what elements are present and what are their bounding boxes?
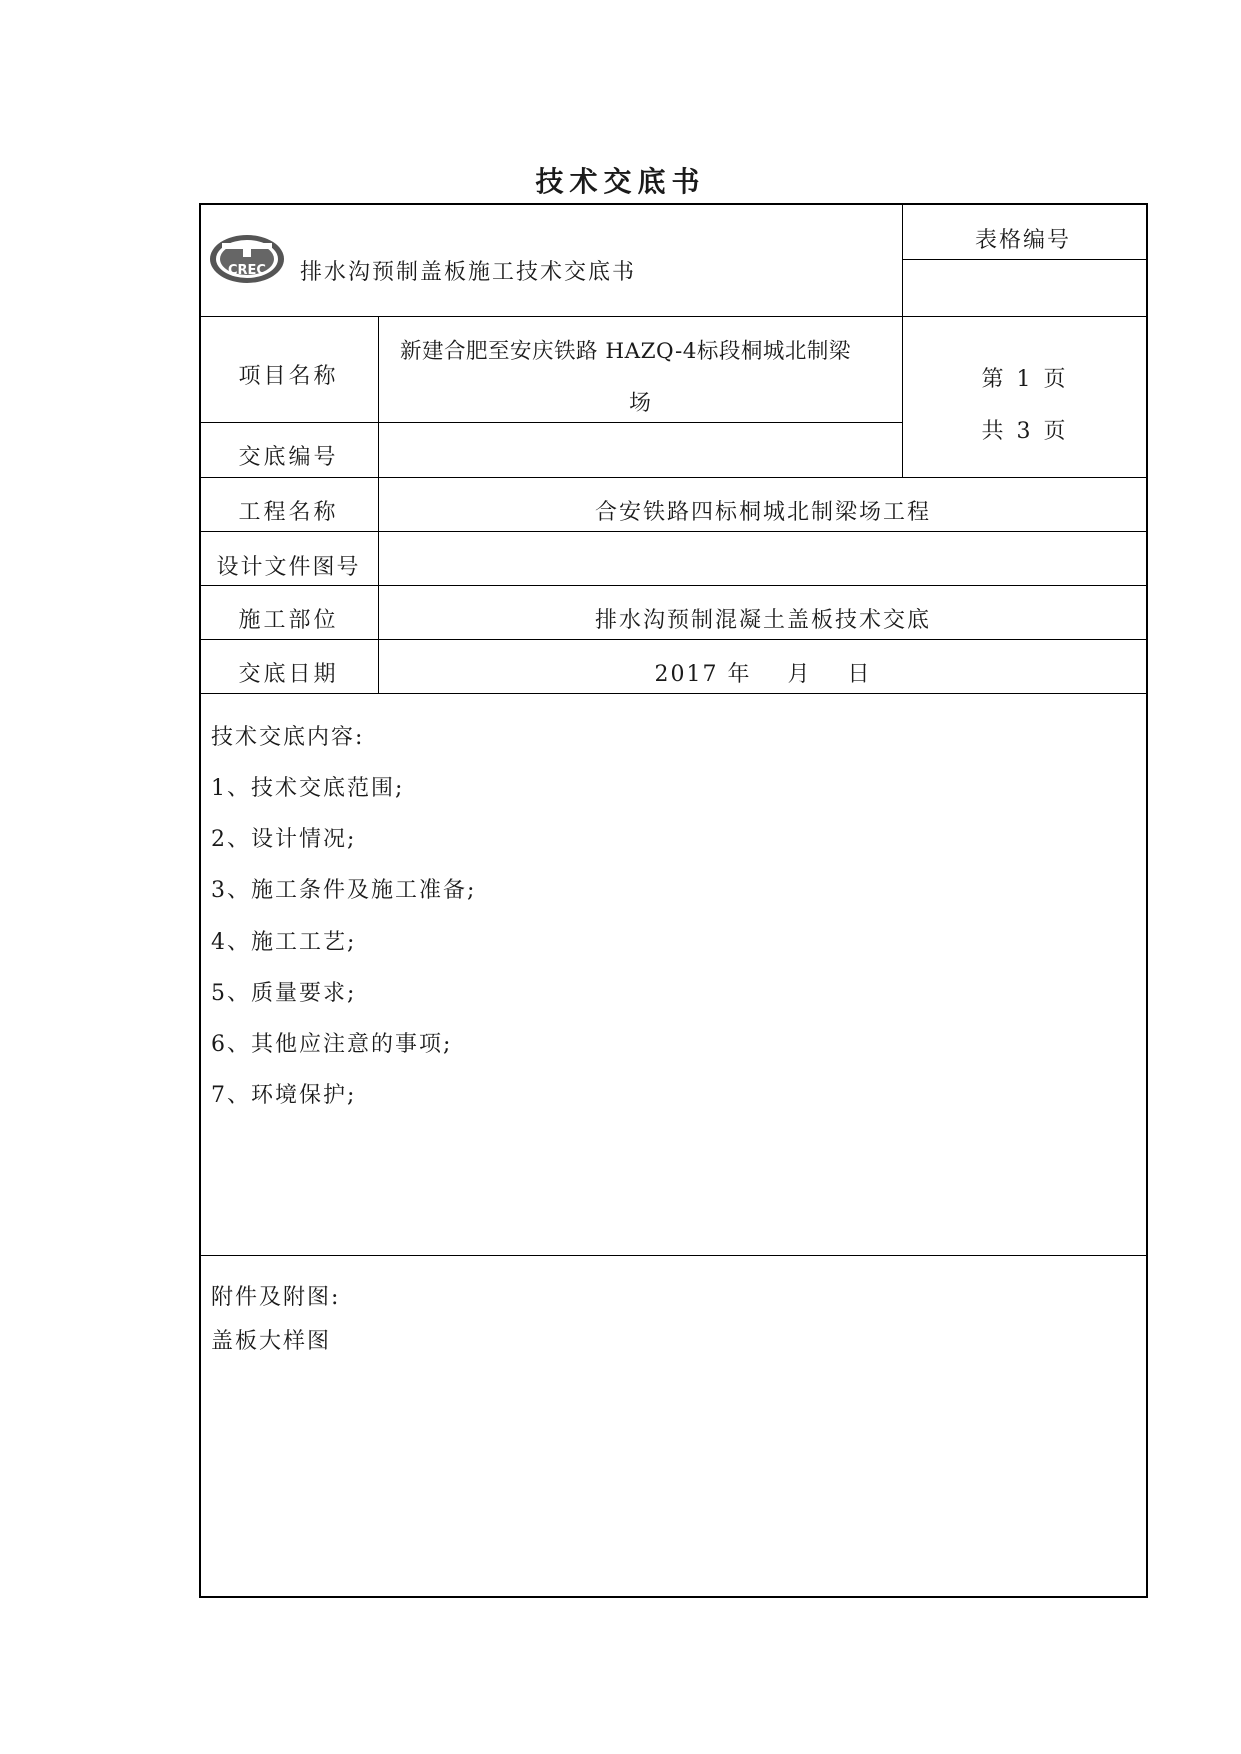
construction-location-label: 施工部位: [238, 608, 339, 633]
document-title: 技术交底书: [535, 165, 706, 198]
content-item: 7、环境保护;: [211, 1083, 357, 1108]
content-item: 3、施工条件及施工准备;: [211, 878, 477, 903]
content-item: 2、设计情况;: [211, 827, 357, 852]
row-divider: [199, 639, 1148, 640]
row-divider: [199, 477, 1148, 478]
row-divider: [199, 316, 1148, 317]
handover-number-label: 交底编号: [238, 445, 339, 470]
engineering-name-value: 合安铁路四标桐城北制梁场工程: [594, 500, 931, 525]
row-divider: [199, 585, 1148, 586]
logo-text: CREC: [228, 263, 266, 278]
content-item: 4、施工工艺;: [211, 930, 357, 955]
row-divider: [199, 422, 902, 423]
project-name-value-line2: 场: [628, 391, 651, 416]
row-divider: [199, 531, 1148, 532]
document-name: 排水沟预制盖板施工技术交底书: [300, 260, 637, 285]
content-heading: 技术交底内容:: [211, 725, 365, 750]
crec-logo-icon: [208, 233, 286, 285]
attachments-heading: 附件及附图:: [211, 1285, 341, 1310]
handover-date-label: 交底日期: [238, 662, 339, 687]
construction-location-value: 排水沟预制混凝土盖板技术交底: [594, 608, 931, 633]
project-name-label: 项目名称: [238, 364, 339, 389]
attachment-item: 盖板大样图: [211, 1329, 332, 1354]
design-drawing-label: 设计文件图号: [216, 555, 361, 580]
handover-date-value: 2017 年 月 日: [654, 662, 872, 687]
form-number-label: 表格编号: [975, 228, 1072, 253]
engineering-name-label: 工程名称: [238, 500, 339, 525]
content-item: 6、其他应注意的事项;: [211, 1032, 453, 1057]
page-total: 共 3 页: [981, 419, 1069, 444]
row-divider: [199, 1255, 1148, 1256]
row-divider: [902, 259, 1148, 260]
content-item: 5、质量要求;: [211, 981, 357, 1006]
project-name-value-line1: 新建合肥至安庆铁路 HAZQ-4标段桐城北制梁: [400, 339, 851, 364]
row-divider: [199, 693, 1148, 694]
page-current: 第 1 页: [981, 367, 1069, 392]
content-item: 1、技术交底范围;: [211, 776, 405, 801]
